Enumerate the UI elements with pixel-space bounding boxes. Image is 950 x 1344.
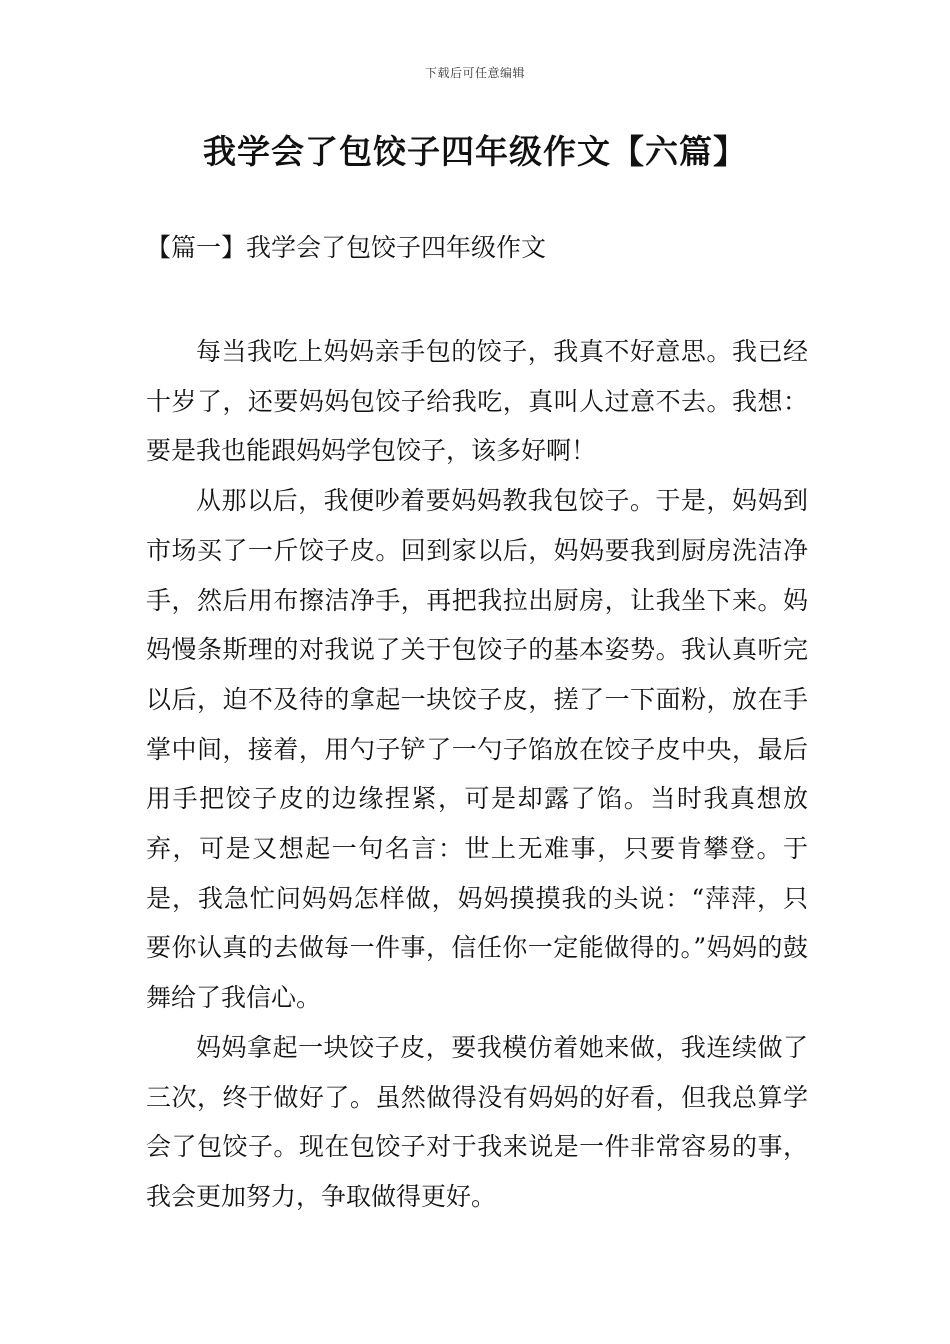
paragraph: 每当我吃上妈妈亲手包的饺子，我真不好意思。我已经十岁了，还要妈妈包饺子给我吃，真叫人过意不去。我想：要是我也能跟妈妈学包饺子，该多好啊！ [146, 337, 808, 466]
header-note: 下载后可任意编辑 [424, 66, 525, 80]
document-title: 我学会了包饺子四年级作文【六篇】 [203, 132, 747, 171]
paragraph: 妈妈拿起一块饺子皮，要我模仿着她来做，我连续做了三次，终于做好了。虽然做得没有妈妈的好看，但我总算学会了包饺子。现在包饺子对于我来说是一件非常容易的事，我会更加努力，争取做得更好。 [146, 1032, 808, 1211]
section-heading: 【篇一】我学会了包饺子四年级作文 [146, 233, 547, 262]
body-text [146, 327, 808, 1222]
paragraph: 从那以后，我便吵着要妈妈教我包饺子。于是，妈妈到市场买了一斤饺子皮。回到家以后，妈妈要我到厨房洗洁净手，然后用布擦洁净手，再把我拉出厨房，让我坐下来。妈妈慢条斯理的对我说了关于包饺子的基本姿势。我认真听完以后，迫不及待的拿起一块饺子皮，搓了一下面粉，放在手掌中间，接着，用勺子铲了一勺子馅放在饺子皮中央，最后用手把饺子皮的边缘捏紧，可是却露了馅。当时我真想放弃，可是又想起一句名言：世上无难事，只要肯攀登。于是，我急忙问妈妈怎样做，妈妈摸摸我的头说：“萍萍，只要你认真的去做每一件事，信任你一定能做得的。”妈妈的鼓舞给了我信心。 [146, 486, 808, 1013]
